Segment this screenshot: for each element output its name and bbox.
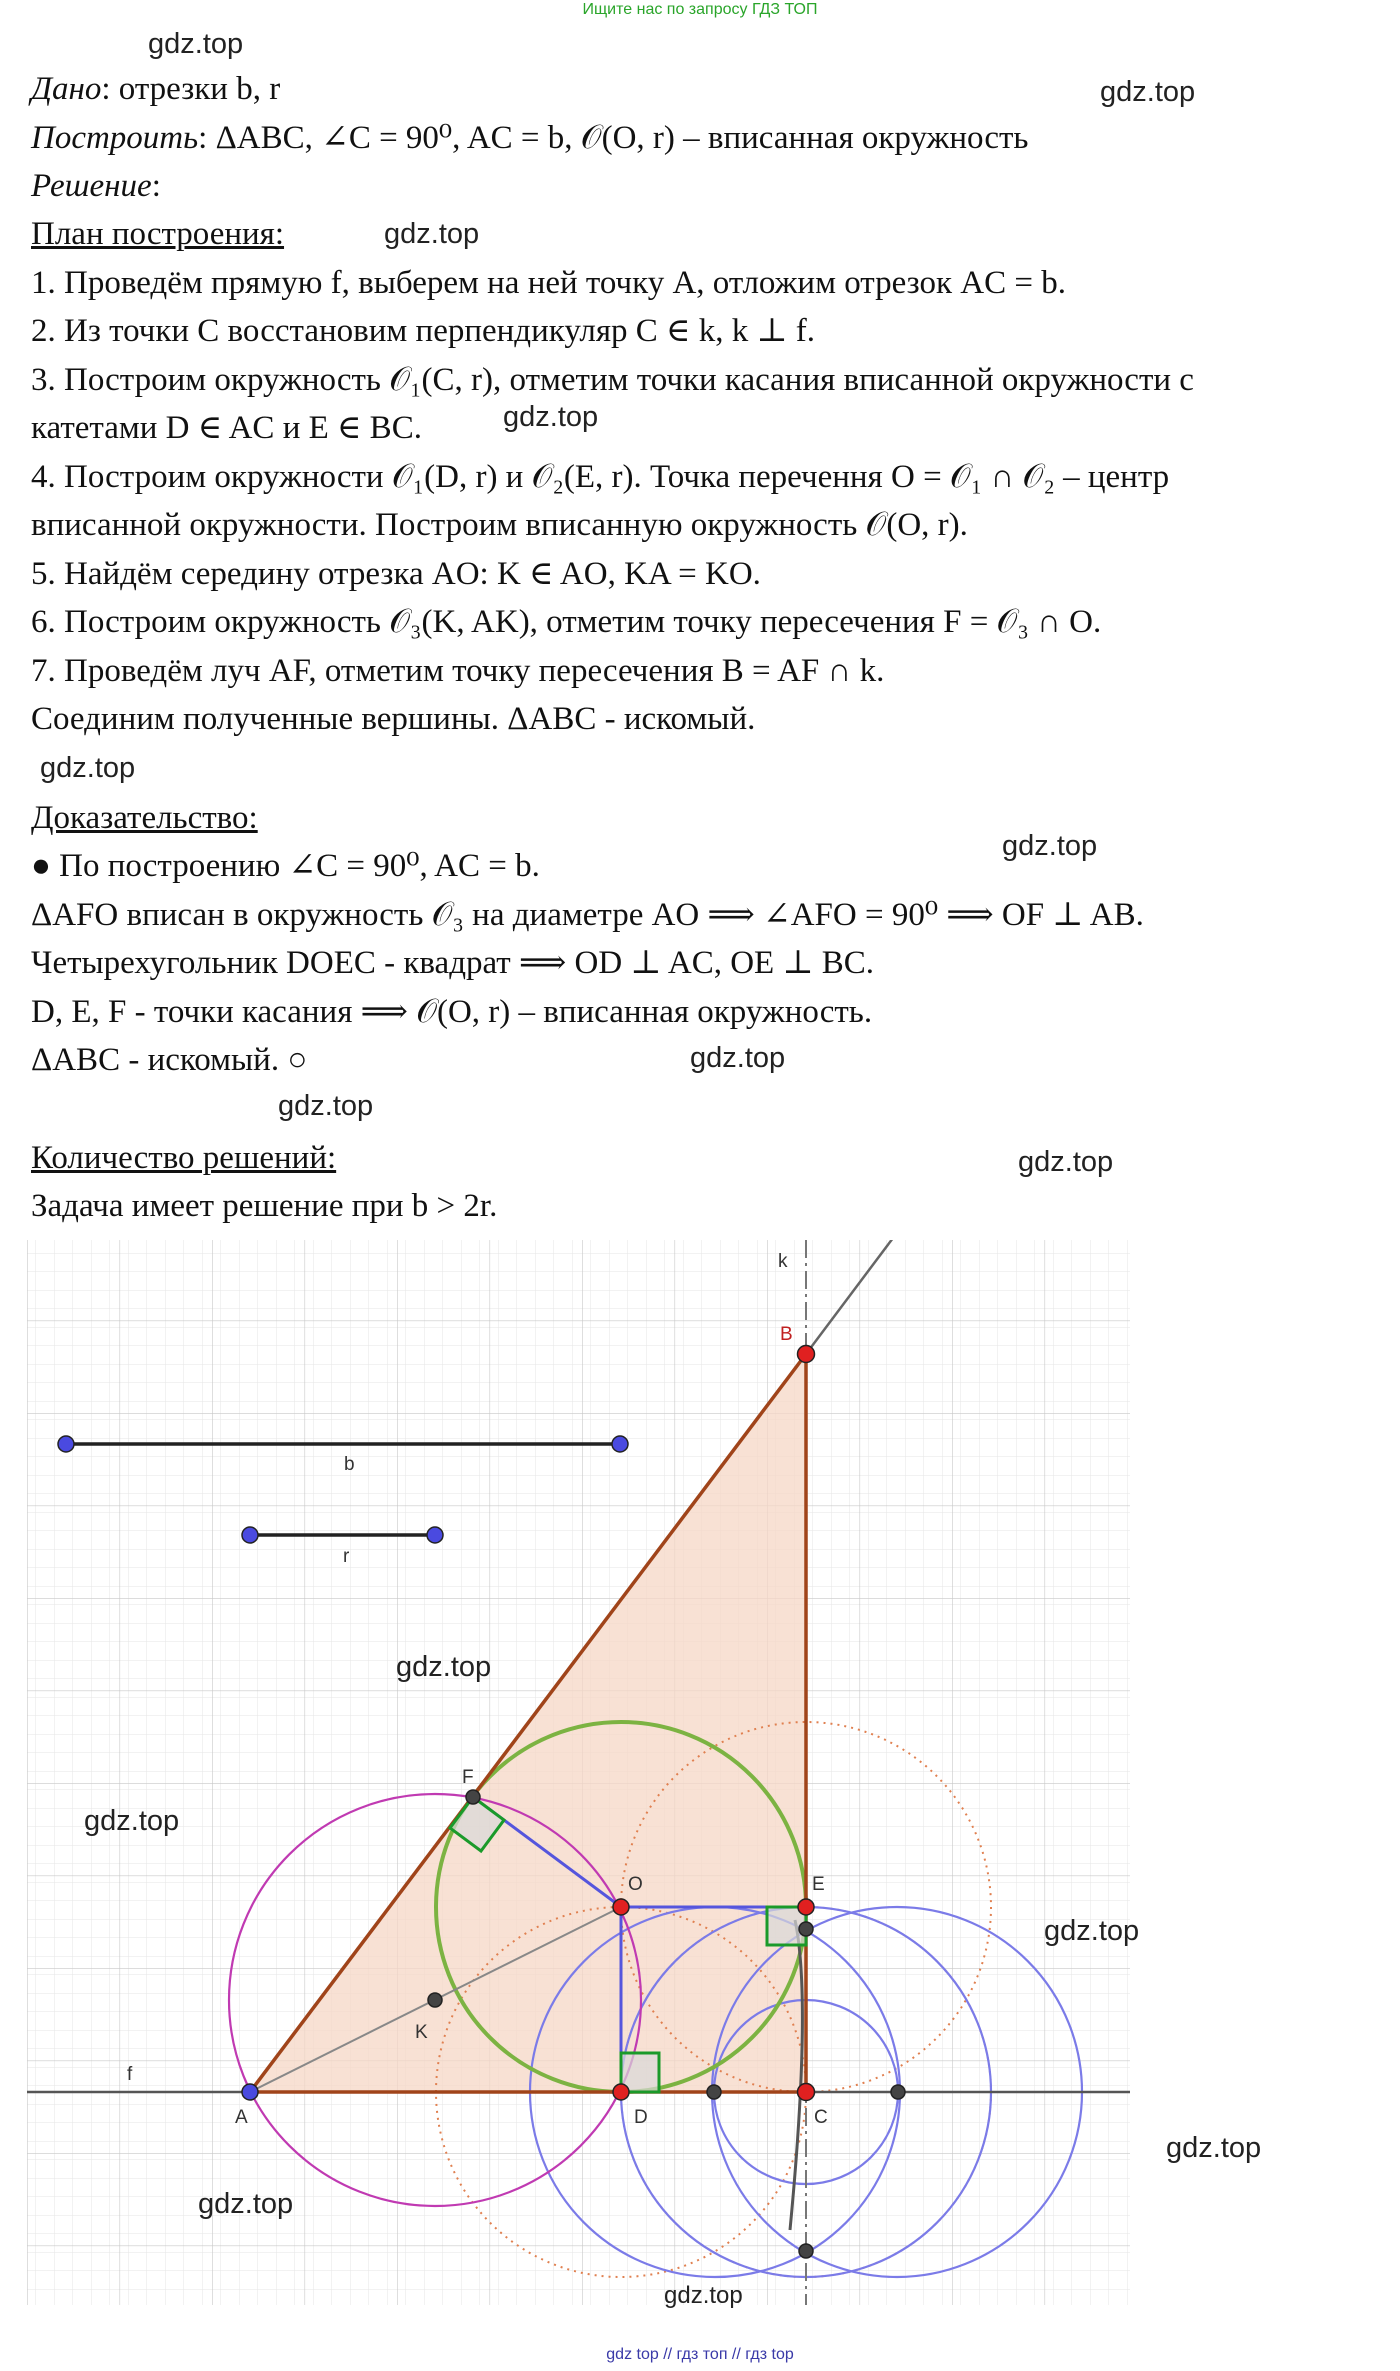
point-f [466,1790,480,1804]
step-7: 7. Проведём луч AF, отметим точку пересечения B = AF ∩ k. [31,653,885,689]
solution-label: Решение [31,168,152,204]
point-r-end [427,1527,443,1543]
proof-2: ΔAFO вписан в окружность 𝒪₃ на диаметре AO ⟹ ∠AFO = 90⁰ ⟹ OF ⊥ AB. [31,897,1144,933]
watermark: gdz.top [278,1090,374,1122]
construct-text: : ΔABC, ∠C = 90⁰, AC = b, 𝒪(O, r) – вписанная окружность [198,120,1029,156]
step-1: 1. Проведём прямую f, выберем на ней точку A, отложим отрезок AC = b. [31,265,1066,301]
point-e [798,1899,814,1915]
watermark: gdz.top [40,752,136,784]
watermark: gdz.top [1166,2132,1262,2164]
point-a [242,2084,258,2100]
given-line [31,69,280,109]
step-6: 6. Построим окружность 𝒪₃(K, AK), отметим точку пересечения F = 𝒪₃ ∩ O. [31,604,1102,640]
watermark: gdz.top [1002,830,1098,862]
label-b: b [344,1454,355,1475]
point-b-end [612,1436,628,1452]
top-banner: Ищите нас по запросу ГДЗ ТОП [582,1,818,18]
watermark: gdz.top [690,1042,786,1074]
solution-colon: : [151,168,161,204]
label-b-point: B [780,1324,793,1345]
point-b [798,1346,815,1363]
step-2: 2. Из точки C восстановим перпендикуляр C ∈ k, k ⊥ f. [31,313,815,349]
point-k [428,1993,442,2007]
point-intersect [891,2085,905,2099]
label-d: D [634,2107,648,2128]
watermark: gdz.top [503,401,599,433]
label-k-point: K [415,2022,428,2043]
step-3a: 3. Построим окружность 𝒪₁(C, r), отметим точки касания вписанной окружности с [31,362,1194,398]
point-c [798,2084,815,2101]
label-e: E [812,1874,825,1895]
count-heading: Количество решений: [31,1140,337,1176]
proof-4: D, E, F - точки касания ⟹ 𝒪(O, r) – вписанная окружность. [31,994,873,1030]
watermark: gdz.top [664,2282,743,2309]
label-c: C [814,2107,828,2128]
point-o [613,1899,629,1915]
construct-label: Построить [31,120,199,156]
watermark: gdz.top [148,28,244,60]
count-text: Задача имеет решение при b > 2r. [31,1188,498,1224]
watermark: gdz.top [1018,1146,1114,1178]
point-d [613,2084,629,2100]
watermark: gdz.top [1100,76,1196,108]
step-4b: вписанной окружности. Построим вписанную окружность 𝒪(O, r). [31,507,968,543]
watermark: gdz.top [1044,1915,1140,1947]
proof-1: ● По построению ∠C = 90⁰, AC = b. [31,848,540,884]
watermark: gdz.top [384,218,480,250]
construct-line [31,118,1028,158]
solution-line [31,166,161,206]
label-f: f [127,2064,133,2085]
point-intersect [799,2244,813,2258]
given-text: : отрезки b, r [101,71,281,107]
bottom-banner: gdz top // гдз топ // гдз top [606,2346,794,2363]
construction-figure [0,1240,1400,2345]
proof-heading: Доказательство: [31,800,258,836]
point-b-start [58,1436,74,1452]
given-label: Дано [31,71,102,107]
label-a: A [235,2107,248,2128]
step-4a: 4. Построим окружности 𝒪₁(D, r) и 𝒪₂(E, r). Точка перечення O = 𝒪₁ ∩ 𝒪₂ – центр [31,459,1170,495]
connect-line: Соединим полученные вершины. ΔABC - искомый. [31,701,756,737]
label-r: r [343,1546,350,1567]
plan-heading: План построения: [31,216,285,252]
label-o: O [628,1874,643,1895]
step-5: 5. Найдём середину отрезка AO: K ∈ AO, KA = KO. [31,556,761,592]
step-3b: катетами D ∈ AC и E ∈ BC. [31,410,422,446]
proof-3: Четырехугольник DOEC - квадрат ⟹ OD ⊥ AC, OE ⊥ BC. [31,945,875,981]
watermark: gdz.top [198,2188,294,2220]
watermark: gdz.top [84,1805,180,1837]
proof-5: ΔABC - искомый. ○ [31,1042,308,1078]
label-f-point: F [462,1767,474,1788]
point-intersect [799,1922,813,1936]
point-intersect [707,2085,721,2099]
label-k: k [778,1251,788,1272]
watermark: gdz.top [396,1651,492,1683]
point-r-start [242,1527,258,1543]
